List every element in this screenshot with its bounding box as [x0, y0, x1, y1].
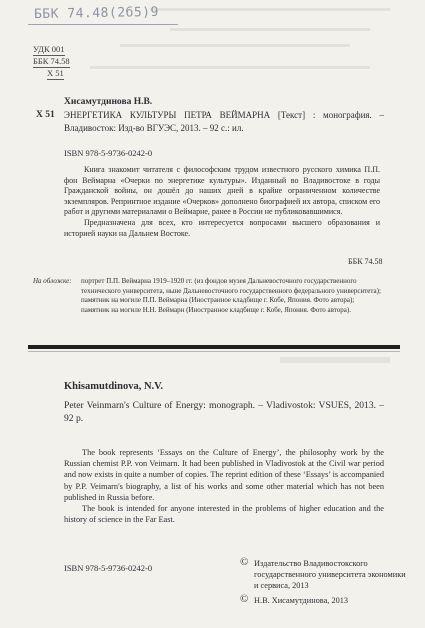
title-ru: ЭНЕРГЕТИКА КУЛЬТУРЫ ПЕТРА ВЕЙМАРНА [Текст] : монография. – Владивосток: Изд-во ВГУЭС, 2013. – 92 с.: ил.: [64, 110, 384, 133]
annotation-en: [64, 447, 384, 525]
author-ru: Хисамутдинова Н.В.: [64, 97, 153, 107]
bbk-bottom: ББК 74.58: [348, 257, 383, 266]
author-mark: Х 51: [47, 68, 64, 78]
author-sign: Х 51: [36, 110, 55, 120]
copyright-icon: ©: [240, 593, 249, 605]
cover-label: На обложке:: [33, 277, 72, 285]
isbn-ru: ISBN 978-5-9736-0242-0: [64, 148, 153, 158]
handwritten-classification: ББК 74.48(2б5)9: [33, 4, 160, 23]
annotation-en-para: The book is intended for anyone interested in the problems of higher education and the history of science in the Far East.: [64, 504, 384, 525]
bleed-through: [120, 44, 350, 47]
annotation-ru-para: Предназначена для всех, кто интересуется вопросами высшего образования и историей науки на Дальнем Востоке.: [64, 217, 380, 238]
copyright-author: Н.В. Хисамутдинова, 2013: [254, 596, 349, 605]
copyright-icon: ©: [240, 556, 249, 568]
annotation-ru-para: Книга знакомит читателя с философским трудом известного русского химика П.П. фон Веймарна «Очерки по энергетике культуры». Изданный во Владивостоке в годы Гражданской войны, он дошёл до наших дней в крайне ограниченном количестве экземпляров. Репринтное издание «Очерков» дополнено биографией их автора, списком его работ и другими материалами о Веймарне, ранее в России не публиковавшимися.: [64, 165, 380, 217]
copyright-block: [240, 558, 410, 606]
bbk-code: ББК 74.58: [33, 56, 70, 66]
bleed-through: [90, 66, 370, 69]
annotation-en-para: The book represents ‘Essays on the Culture of Energy’, the philosophy work by the Russian chemist P.P. von Veimarn. It had been published in Vladivostok at the Civil war period and now exists in quite a number of copies. The reprint edition of these ‘Essays’ is accompanied by P.P. Veimarn's biography, a list of his works and some other material which has not been published in Russia before.: [64, 448, 384, 502]
author-en: Khisamutdinova, N.V.: [64, 381, 164, 392]
divider-thick: [28, 345, 400, 349]
handwritten-underline: [28, 24, 178, 25]
annotation-ru: [64, 165, 380, 239]
bleed-through: [150, 8, 390, 11]
divider-thin: [28, 351, 400, 352]
isbn-en: ISBN 978-5-9736-0242-0: [64, 563, 153, 573]
bleed-through: [280, 357, 390, 363]
copyright-publisher: Издательство Владивостокского государственного университета экономики и сервиса, 2013: [254, 559, 406, 590]
cover-item: памятник на могиле Н.Н. Веймарн (Иностранное кладбище г. Кобе, Япония. Фото автора).: [81, 305, 351, 314]
udk-code: УДК 001: [33, 44, 65, 54]
cover-notes: [33, 277, 393, 315]
udk-block: [33, 44, 70, 80]
title-en: Peter Veinmarn's Culture of Energy: monograph. – Vladivostok: VSUES, 2013. – 92 p.: [64, 400, 384, 424]
cover-item: памятник на могиле П.П. Веймарна (Иностранное кладбище г. Кобе, Япония. Фото автора);: [81, 296, 355, 305]
bleed-through: [170, 28, 370, 31]
cover-item: портрет П.П. Веймарна 1919–1920 гг. (из фондов музея Дальневосточного государственного технического университета, ныне Дальневосточного государственного федерального университета);: [81, 277, 381, 295]
